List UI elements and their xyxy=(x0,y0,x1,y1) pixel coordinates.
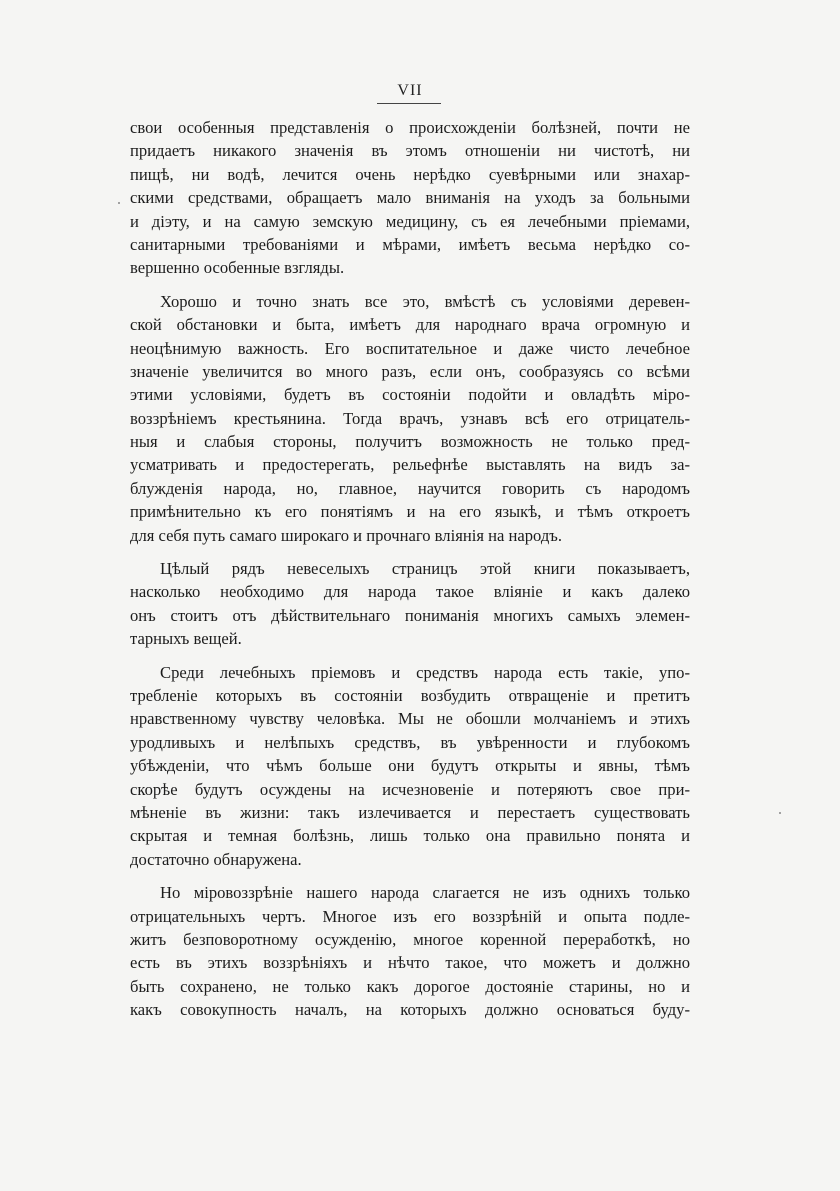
text-line: убѣжденіи, что чѣмъ больше они будутъ открыты и явны, тѣмъ xyxy=(130,756,690,776)
text-line: скими средствами, обращаетъ мало вниманія на уходъ за больными xyxy=(130,188,690,208)
text-line: тарныхъ вещей. xyxy=(130,629,242,649)
text-line: Хорошо и точно знать все это, вмѣстѣ съ условіями деревен- xyxy=(160,291,690,311)
text-line: пищѣ, ни водѣ, лечится очень нерѣдко суевѣрными или знахар- xyxy=(130,164,690,184)
body-text xyxy=(130,116,690,1021)
text-line: Цѣлый рядъ невеселыхъ страницъ этой книги показываетъ, xyxy=(160,559,690,579)
text-line: примѣнительно къ его понятіямъ и на его языкѣ, и тѣмъ откроетъ xyxy=(130,502,690,522)
text-line: быть сохранено, не только какъ дорогое достояніе старины, но и xyxy=(130,976,690,996)
paragraph-5 xyxy=(130,881,690,1021)
text-line: этими условіями, будетъ въ состояніи подойти и овладѣть міро- xyxy=(130,385,690,405)
scan-speck xyxy=(779,812,781,814)
text-line: блужденія народа, но, главное, научится говорить съ народомъ xyxy=(130,478,690,498)
text-line: Среди лечебныхъ пріемовъ и средствъ народа есть такіе, упо- xyxy=(160,662,690,682)
text-line: значеніе увеличится во много разъ, если онъ, сообразуясь со всѣми xyxy=(130,361,690,381)
text-line: воззрѣніемъ крестьянина. Тогда врачъ, узнавъ всѣ его отрицатель- xyxy=(130,408,690,428)
paragraph-3 xyxy=(130,557,690,651)
text-line: Но міровоззрѣніе нашего народа слагается не изъ однихъ только xyxy=(160,883,690,903)
text-line: ской обстановки и быта, имѣетъ для народнаго врача огромную и xyxy=(130,315,690,335)
text-line: мѣненіе въ жизни: такъ излечивается и перестаетъ существовать xyxy=(130,802,690,822)
text-line: достаточно обнаружена. xyxy=(130,849,302,869)
text-line: насколько необходимо для народа такое вліяніе и какъ далеко xyxy=(130,582,690,602)
text-line: скрытая и темная болѣзнь, лишь только она правильно понята и xyxy=(130,826,690,846)
text-line: вершенно особенные взгляды. xyxy=(130,258,345,278)
header-rule xyxy=(377,103,441,104)
text-line: санитарными требованіями и мѣрами, имѣетъ весьма нерѣдко со- xyxy=(130,234,690,254)
paragraph-4 xyxy=(130,661,690,872)
text-line: онъ стоитъ отъ дѣйствительнаго пониманія многихъ самыхъ элемен- xyxy=(130,605,690,625)
text-line: уродливыхъ и нелѣпыхъ средствъ, въ увѣренности и глубокомъ xyxy=(130,732,690,752)
text-line: ныя и слабыя стороны, получитъ возможность не только пред- xyxy=(130,432,690,452)
scan-speck xyxy=(118,202,120,204)
text-line: отрицательныхъ чертъ. Многое изъ его воззрѣній и опыта подле- xyxy=(130,906,690,926)
text-line: свои особенныя представленія о происхожденіи болѣзней, почти не xyxy=(130,118,690,137)
text-line: скорѣе будутъ осуждены на исчезновеніе и потеряютъ свое при- xyxy=(130,779,690,799)
paragraph-2 xyxy=(130,290,690,547)
paragraph-1 xyxy=(130,116,690,280)
text-line: придаетъ никакого значенія въ этомъ отношеніи ни чистотѣ, ни xyxy=(130,141,690,161)
text-line: неоцѣнимую важность. Его воспитательное и даже чисто лечебное xyxy=(130,338,690,358)
text-line: требленіе которыхъ въ состояніи возбудить отвращеніе и претитъ xyxy=(130,685,690,705)
text-line: житъ безповоротному осужденію, многое коренной переработкѣ, но xyxy=(130,929,690,949)
text-line: есть въ этихъ воззрѣніяхъ и нѣчто такое, что можетъ и должно xyxy=(130,953,690,973)
text-line: и діэту, и на самую земскую медицину, съ ея лечебными пріемами, xyxy=(130,211,690,231)
text-line: нравственному чувству человѣка. Мы не обошли молчаніемъ и этихъ xyxy=(130,709,690,729)
text-line: усматривать и предостерегать, рельефнѣе выставлять на видъ за- xyxy=(130,455,690,475)
page-number: VII xyxy=(397,82,423,99)
text-line: для себя путь самаго широкаго и прочнаго вліянія на народъ. xyxy=(130,525,563,545)
text-line: какъ совокупность началъ, на которыхъ должно основаться буду- xyxy=(130,1000,690,1020)
